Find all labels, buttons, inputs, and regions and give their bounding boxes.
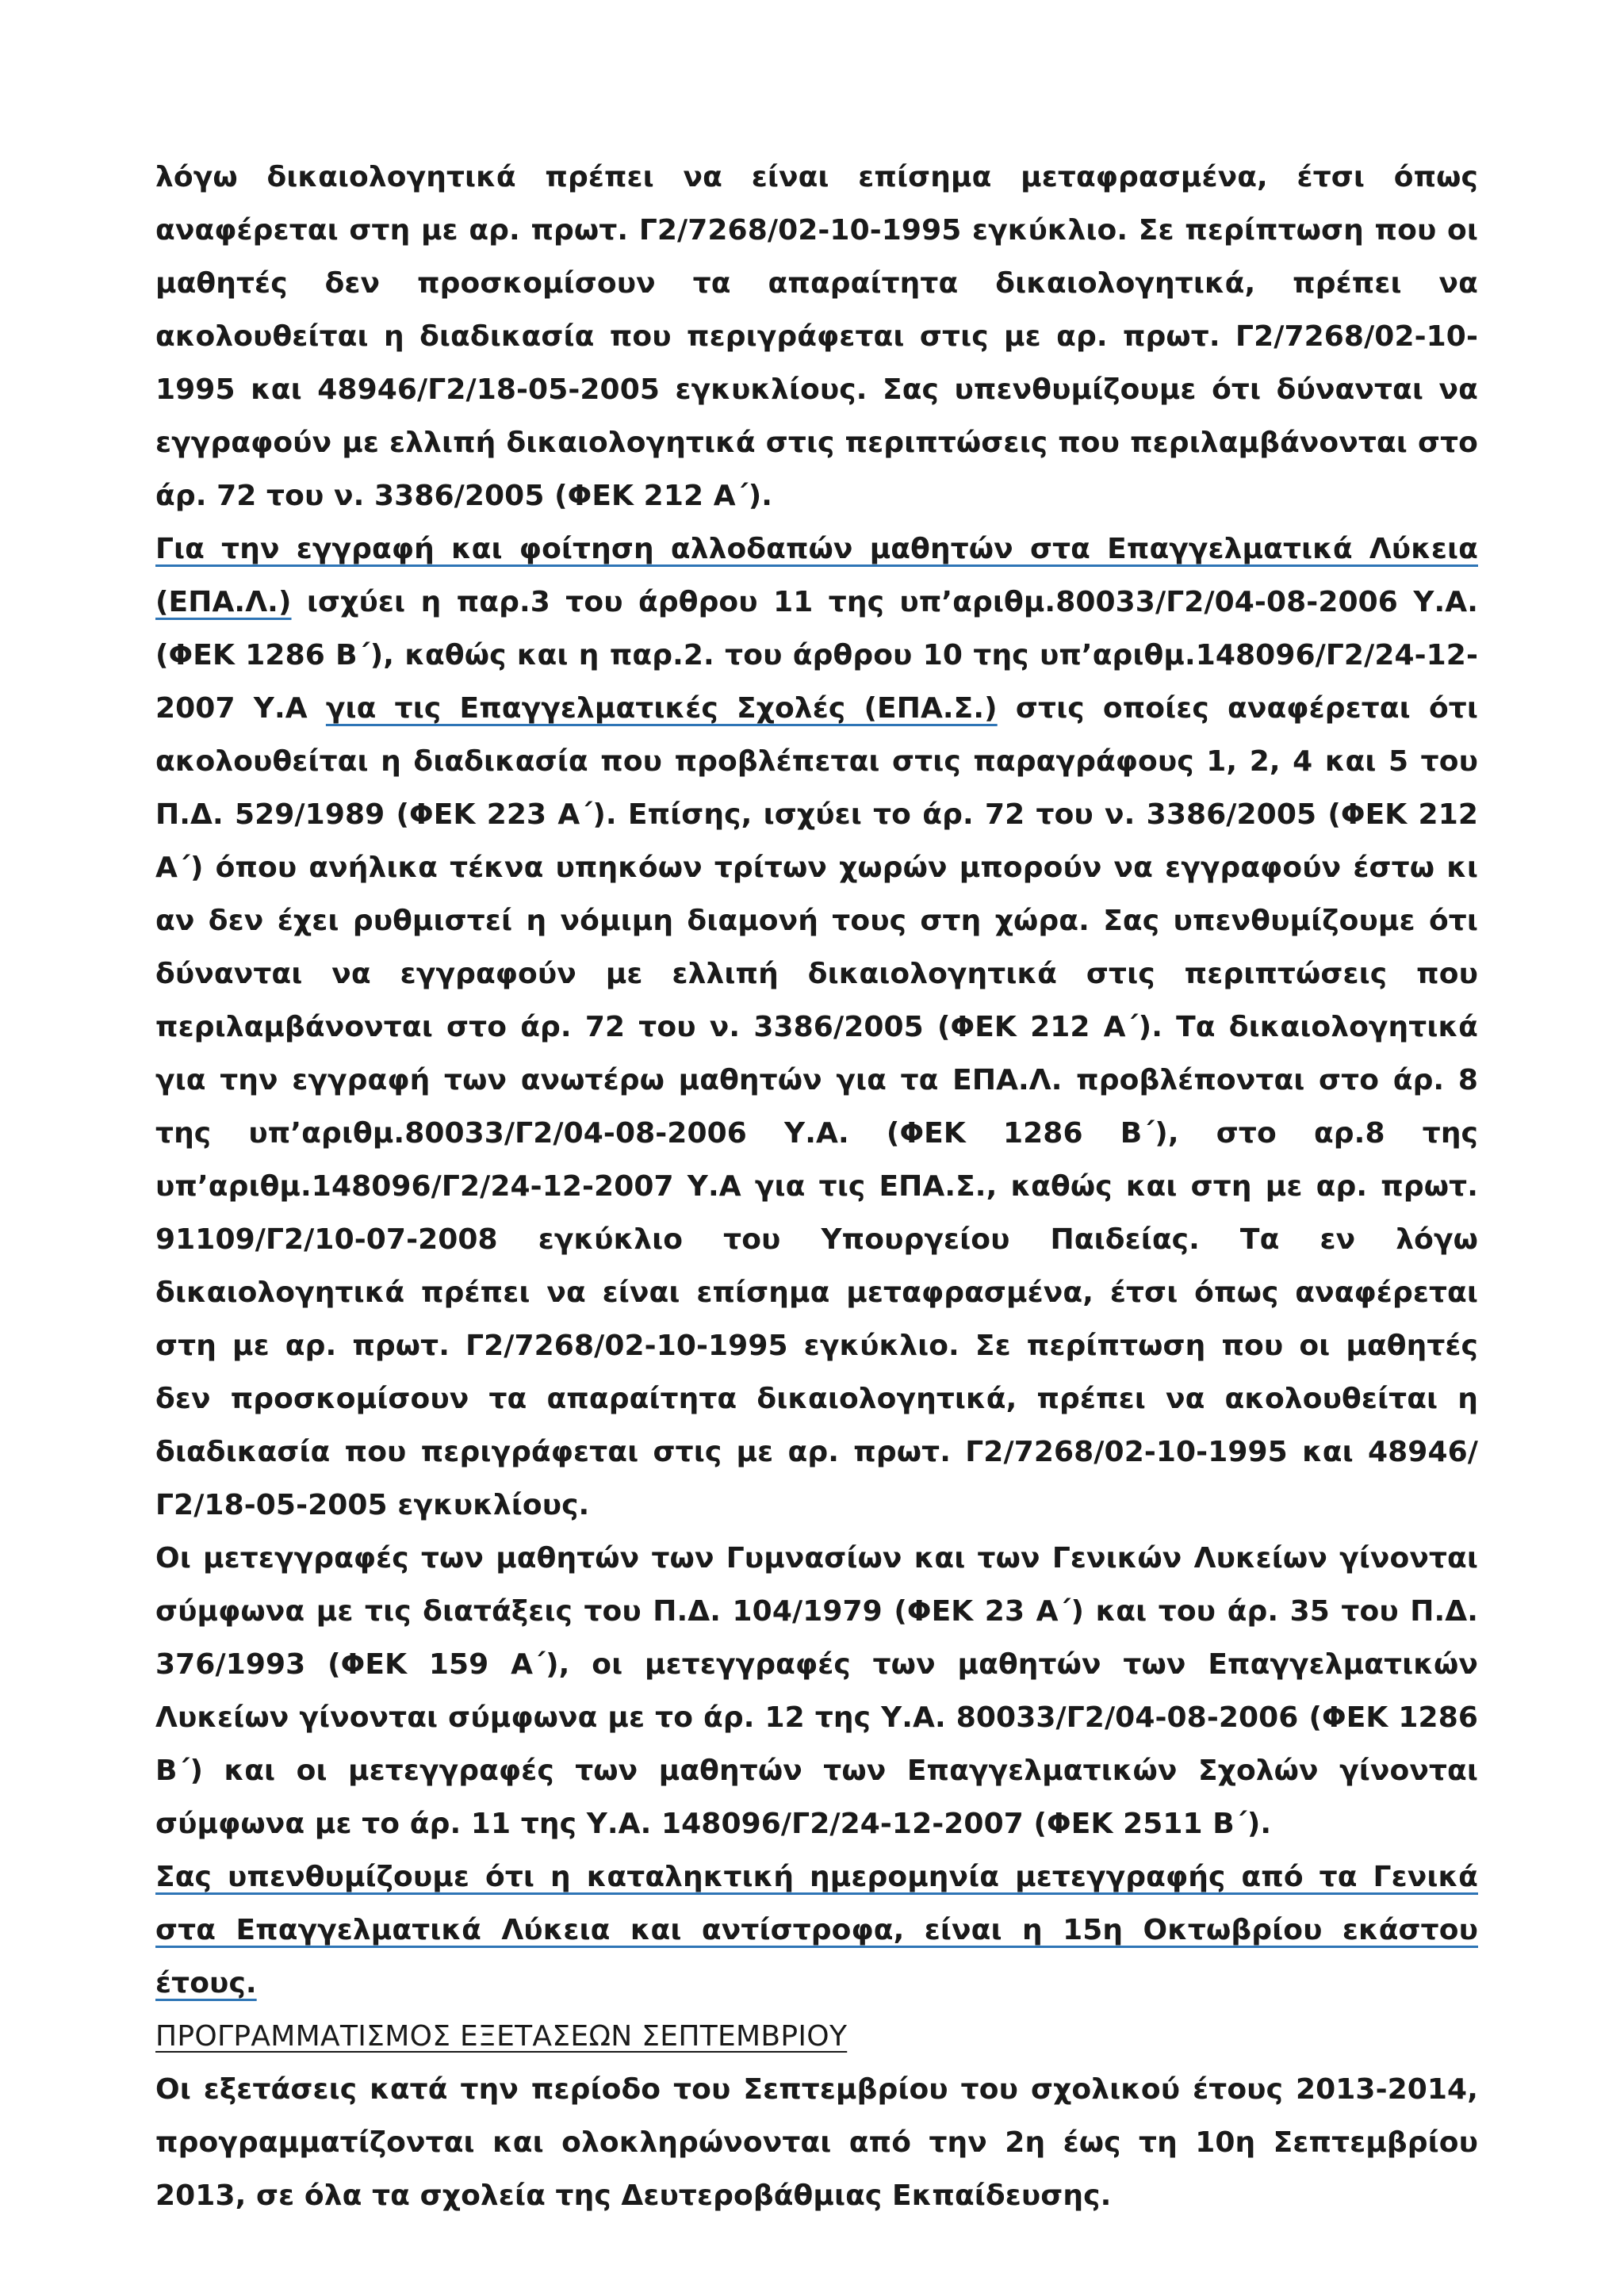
document-body (155, 151, 1478, 2222)
paragraph-translated-documents: λόγω δικαιολογητικά πρέπει να είναι επίσημα μεταφρασμένα, έτσι όπως αναφέρεται στη με αρ. πρωτ. Γ2/7268/02-10-1995 εγκύκλιο. Σε περίπτωση που οι μαθητές δεν προσκομίσουν τα απαραίτητα δικαιολογητικά, πρέπει να ακολουθείται η διαδικασία που περιγράφεται στις με αρ. πρωτ. Γ2/7268/02-10-1995 και 48946/Γ2/18-05-2005 εγκυκλίους. Σας υπενθυμίζουμε ότι δύνανται να εγγραφούν με ελλιπή δικαιολογητικά στις περιπτώσεις που περιλαμβάνονται στο άρ. 72 του ν. 3386/2005 (ΦΕΚ 212 Α΄). (155, 161, 1478, 512)
paragraph-text-segment: ισχύει η παρ.3 του άρθρου 11 της υπ’αριθμ.80033/Γ2/04-08-2006 Υ.Α. (ΦΕΚ 1286 Β΄), καθώς και η παρ.2. του άρθρου 10 της υπ’αριθμ.148096/Γ2/24-12-2007 Υ.Α (155, 586, 1478, 725)
transfer-deadline-link-text[interactable]: Σας υπενθυμίζουμε ότι η καταληκτική ημερομηνία μετεγγραφής από τα Γενικά στα Επαγγελματικά Λύκεια και αντίστροφα, είναι η 15η Οκτωβρίου εκάστου έτους. (155, 1861, 1478, 1999)
epas-link-text[interactable]: για τις Επαγγελματικές Σχολές (ΕΠΑ.Σ.) (325, 692, 998, 725)
paragraph-transfers: Οι μετεγγραφές των μαθητών των Γυμνασίων και των Γενικών Λυκείων γίνονται σύμφωνα με τις διατάξεις του Π.Δ. 104/1979 (ΦΕΚ 23 Α΄) και του άρ. 35 του Π.Δ. 376/1993 (ΦΕΚ 159 Α΄), οι μετεγγραφές των μαθητών των Επαγγελματικών Λυκείων γίνονται σύμφωνα με το άρ. 12 της Υ.Α. 80033/Γ2/04-08-2006 (ΦΕΚ 1286 Β΄) και οι μετεγγραφές των μαθητών των Επαγγελματικών Σχολών γίνονται σύμφωνα με το άρ. 11 της Υ.Α. 148096/Γ2/24-12-2007 (ΦΕΚ 2511 Β΄). (155, 1542, 1478, 1840)
paragraph-september-exams: Οι εξετάσεις κατά την περίοδο του Σεπτεμβρίου του σχολικού έτους 2013-2014, προγραμματίζονται και ολοκληρώνονται από την 2η έως τη 10η Σεπτεμβρίου 2013, σε όλα τα σχολεία της Δευτεροβάθμιας Εκπαίδευσης. (155, 2073, 1478, 2212)
paragraph-text-segment: στις οποίες αναφέρεται ότι ακολουθείται η διαδικασία που προβλέπεται στις παραγράφους 1, 2, 4 και 5 του Π.Δ. 529/1989 (ΦΕΚ 223 Α΄). Επίσης, ισχύει το άρ. 72 του ν. 3386/2005 (ΦΕΚ 212 Α΄) όπου ανήλικα τέκνα υπηκόων τρίτων χωρών μπορούν να εγγραφούν έστω κι αν δεν έχει ρυθμιστεί η νόμιμη διαμονή τους στη χώρα. Σας υπενθυμίζουμε ότι δύνανται να εγγραφούν με ελλιπή δικαιολογητικά στις περιπτώσεις που περιλαμβάνονται στο άρ. 72 του ν. 3386/2005 (ΦΕΚ 212 Α΄). Τα δικαιολογητικά για την εγγραφή των ανωτέρω μαθητών για τα ΕΠΑ.Λ. προβλέπονται στο άρ. 8 της υπ’αριθμ.80033/Γ2/04-08-2006 Υ.Α. (ΦΕΚ 1286 Β΄), στο αρ.8 της υπ’αριθμ.148096/Γ2/24-12-2007 Υ.Α για τις ΕΠΑ.Σ., καθώς και στη με αρ. πρωτ. 91109/Γ2/10-07-2008 εγκύκλιο του Υπουργείου Παιδείας. Τα εν λόγω δικαιολογητικά πρέπει να είναι επίσημα μεταφρασμένα, έτσι όπως αναφέρεται στη με αρ. πρωτ. Γ2/7268/02-10-1995 εγκύκλιο. Σε περίπτωση που οι μαθητές δεν προσκομίσουν τα απαραίτητα δικαιολογητικά, πρέπει να ακολουθείται η διαδικασία που περιγράφεται στις με αρ. πρωτ. Γ2/7268/02-10-1995 και 48946/Γ2/18-05-2005 εγκυκλίους. (155, 692, 1478, 1521)
section-heading: ΠΡΟΓΡΑΜΜΑΤΙΣΜΟΣ ΕΞΕΤΑΣΕΩΝ ΣΕΠΤΕΜΒΡΙΟΥ (155, 2020, 848, 2053)
paragraph-transfer-deadline (155, 1850, 1478, 2010)
paragraph-foreign-students-registration (155, 522, 1478, 1532)
epal-link-text[interactable]: Για την εγγραφή και φοίτηση αλλοδαπών μαθητών στα Επαγγελματικά Λύκεια (ΕΠΑ.Λ.) (155, 533, 1478, 618)
